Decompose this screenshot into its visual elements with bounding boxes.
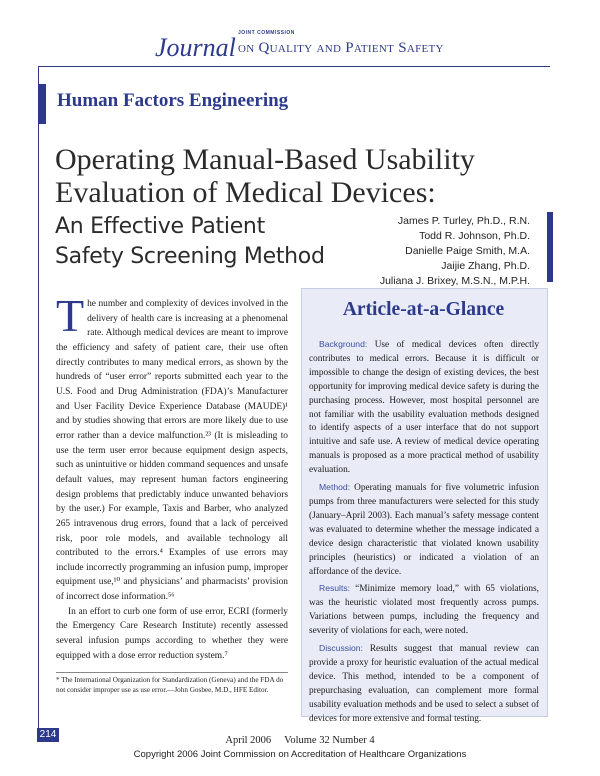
glance-method bbox=[309, 481, 539, 579]
section-heading: Human Factors Engineering bbox=[57, 90, 289, 111]
footnote: * The International Organization for Standardization (Geneva) and the FDA do not consider improper use as use error.—John Gosbee, M.D., HFE Editor. bbox=[56, 676, 284, 694]
article-title: Operating Manual-Based Usability Evaluation of Medical Devices: bbox=[55, 143, 475, 209]
body-column bbox=[56, 290, 288, 663]
results-label: Results: bbox=[319, 583, 351, 594]
glance-results bbox=[309, 582, 539, 639]
body-text-1: he number and complexity of devices involved in the delivery of health care is increasing at a phenomenal rate. Although medical devices are meant to improve the efficiency and safety of patient care, their use often directly contributes to many medical errors, as shown by the hundreds of “user error” reports submitted each year to the U.S. Food and Drug Administration (FDA)’s Manufacturer and User Facility Device Experience Database (MAUDE)¹ and by studies showing that errors are more likely due to use error rather than a device malfunction.²³ (It is misleading to use the term user error because equipment design aspects, such as unintuitive or hidden command sequences and unsafe default values, may represent human factors engineering design problems that predictably induce unwanted behaviors by the user.) For example, Taxis and Barber, who analyzed 265 intravenous drug errors, found that a lack of perceived risk, poor role models, and available technology all contributed to the errors.⁴ Examples of use errors may include incorrectly programming an infusion pump, improper equipment use,¹⁰ and physicians’ and pharmacists’ provision of incorrect dose information.⁵⁶ bbox=[56, 299, 288, 603]
body-paragraph-2: In an effort to curb one form of use error, ECRI (formerly the Emergency Care Research Institute) recently assessed several infusion pumps according to whether they were equipped with a dose error reduction system.⁷ bbox=[56, 606, 288, 661]
discussion-text: Results suggest that manual review can provide a proxy for heuristic evaluation of the actual medical device. This method, intended to be a component of prepurchasing evaluation, can complement more formal usability evaluation methods and be used to select a subset of devices for more extensive and formal testing. bbox=[309, 644, 539, 724]
masthead-subtitle: on Quality and Patient Safety bbox=[238, 40, 444, 56]
glance-title: Article-at-a-Glance bbox=[342, 299, 505, 320]
body-paragraph-1 bbox=[56, 290, 288, 605]
author-accent-bar bbox=[547, 212, 553, 282]
page-number: 214 bbox=[37, 728, 59, 742]
author: Juliana J. Brixey, M.S.N., M.P.H. bbox=[379, 275, 530, 287]
frame-left-rule bbox=[38, 66, 39, 728]
masthead-journal: Journal bbox=[155, 33, 236, 62]
author: James P. Turley, Ph.D., R.N. bbox=[397, 215, 530, 227]
drop-cap: T bbox=[56, 290, 85, 341]
background-label: Background: bbox=[319, 339, 368, 349]
footnote-rule bbox=[56, 672, 288, 673]
issue-info: April 2006 Volume 32 Number 4 bbox=[225, 735, 375, 746]
glance-discussion bbox=[309, 642, 539, 726]
copyright: Copyright 2006 Joint Commission on Accreditation of Healthcare Organizations bbox=[133, 749, 467, 760]
author: Jaijie Zhang, Ph.D. bbox=[441, 260, 530, 272]
author: Danielle Paige Smith, M.A. bbox=[405, 245, 530, 257]
glance-background bbox=[309, 338, 539, 478]
results-text: “Minimize memory load,” with 65 violations, was the heuristic violated most frequently across pumps. Variations between pumps, including the frequency and severity of violations for each, were noted. bbox=[309, 584, 539, 637]
method-label: Method: bbox=[319, 482, 351, 493]
masthead-joint-commission: JOINT COMMISSION bbox=[238, 30, 295, 36]
section-accent-bar bbox=[38, 84, 46, 124]
discussion-label: Discussion: bbox=[319, 643, 363, 654]
glance-body bbox=[309, 338, 539, 729]
background-text: Use of medical devices often directly contributes to medical errors. Because it is difficult or impossible to change the design of existing devices, the best opportunity for improving medical device safety is during the purchasing process. However, most hospital personnel are not familiar with the usability evaluation methods designed to identify aspects of a user interface that do not support intuitive and safe use. A review of medical device operating manuals is proposed as a more practical method of usability evaluation. bbox=[309, 340, 539, 476]
article-subtitle: An Effective Patient Safety Screening Method bbox=[55, 214, 325, 269]
author-list bbox=[380, 214, 530, 289]
method-text: Operating manuals for five volumetric infusion pumps from three manufacturers were selected for this study (January–April 2003). Each manual’s safety message content was evaluated to determine whether the message indicated a device design characteristic that violated known usability principles (heuristics) or indicated a violation of an affordance of the device. bbox=[309, 483, 539, 577]
frame-top-rule bbox=[38, 66, 550, 67]
author: Todd R. Johnson, Ph.D. bbox=[419, 230, 530, 242]
